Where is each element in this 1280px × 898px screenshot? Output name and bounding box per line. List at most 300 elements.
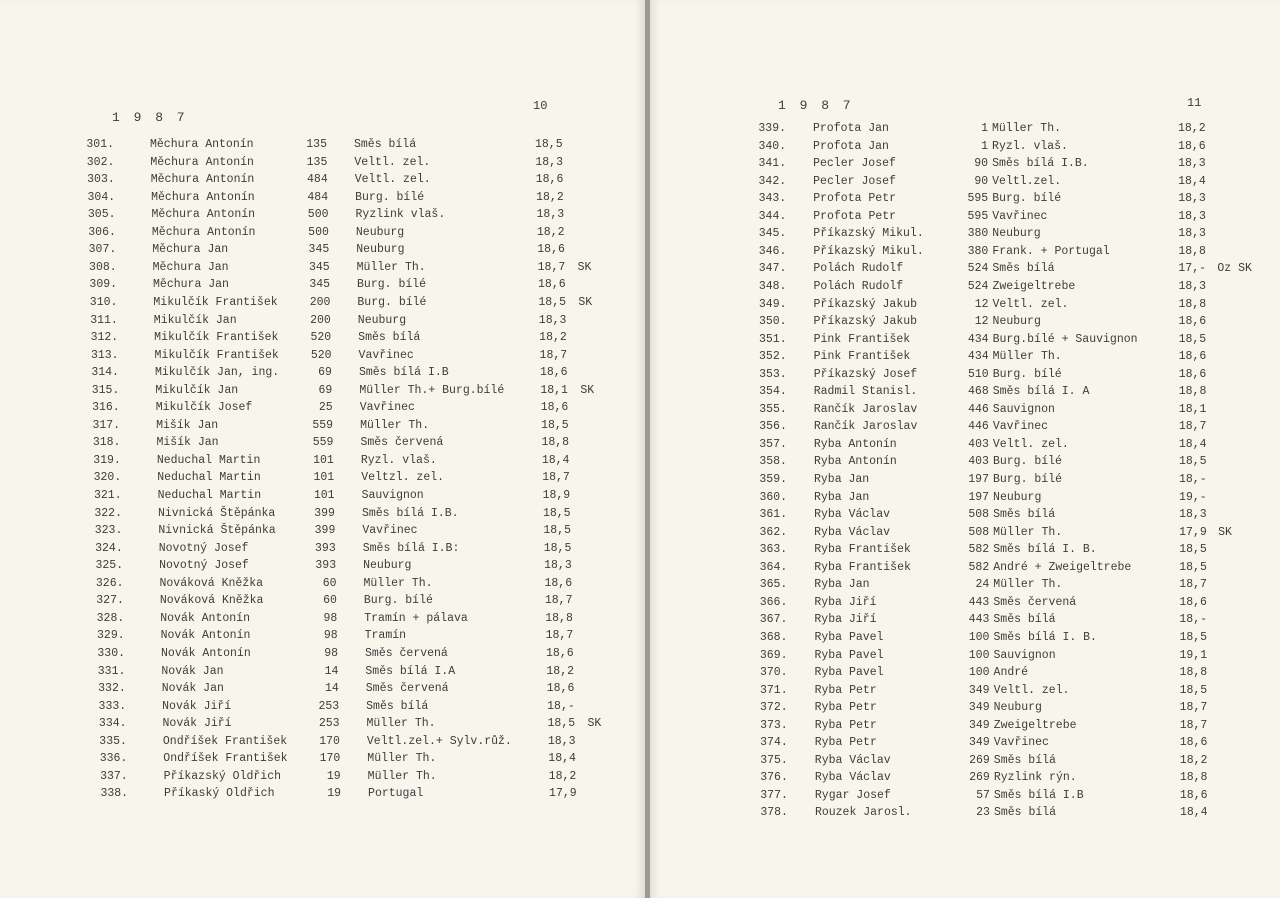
wine-variety: Směs bílá <box>358 331 421 345</box>
wine-variety: Veltl.zel.+ Sylv.růž. <box>366 734 512 748</box>
sugar-value: 18,6 <box>1178 350 1207 364</box>
quantity: 24 <box>975 578 990 592</box>
wine-variety: Vavřinec <box>992 420 1049 434</box>
sugar-value: 18,7 <box>1178 420 1207 434</box>
quantity: 434 <box>967 332 989 346</box>
grower-name: Mišík Jan <box>156 436 219 450</box>
sugar-value: 19,- <box>1179 490 1207 504</box>
quantity: 510 <box>967 367 989 381</box>
grower-name: Rančík Jaroslav <box>813 402 918 416</box>
wine-variety: Směs bílá I.B <box>358 366 449 380</box>
quantity: 14 <box>324 664 339 678</box>
sugar-value: 18,6 <box>1178 367 1207 381</box>
entry-number: 362. <box>759 525 788 539</box>
grower-name: Novák Jiří <box>162 717 232 731</box>
sugar-value: 18,7 <box>1179 718 1208 732</box>
wine-variety: André <box>993 666 1029 680</box>
wine-variety: Zweigeltrebe <box>992 279 1076 293</box>
grower-name: Měchura Antonín <box>151 225 256 239</box>
quantity: 101 <box>313 471 335 485</box>
entry-number: 315. <box>91 383 120 397</box>
grower-name: Polách Rudolf <box>813 279 904 293</box>
grower-name: Polách Rudolf <box>813 262 904 276</box>
wine-variety: Směs bílá <box>993 806 1057 820</box>
wine-variety: Müller Th. <box>992 122 1062 135</box>
sugar-value: 18,5 <box>1179 630 1208 644</box>
quantity: 69 <box>318 366 332 380</box>
quantity: 12 <box>974 315 989 329</box>
grower-name: Neduchal Martin <box>157 471 261 485</box>
sugar-value: 18,2 <box>536 225 565 239</box>
sugar-value: 18,2 <box>539 331 567 345</box>
wine-variety: Směs bílá I.B: <box>362 541 460 555</box>
sugar-value: 18,4 <box>1178 174 1206 188</box>
entry-number: 318. <box>92 436 121 450</box>
quantity: 69 <box>318 383 333 397</box>
left-year-header: 1 9 8 7 <box>112 110 188 125</box>
wine-variety: Neuburg <box>355 225 405 239</box>
grower-name: Profota Jan <box>813 139 889 153</box>
sugar-value: 18,6 <box>546 682 575 696</box>
wine-variety: Neuburg <box>363 559 412 573</box>
sugar-value: 18,6 <box>535 173 564 187</box>
sugar-value: 18,3 <box>1179 508 1207 522</box>
entry-number: 371. <box>759 683 788 697</box>
entry-number: 360. <box>759 490 788 504</box>
quantity: 345 <box>308 260 330 274</box>
sugar-value: 18,4 <box>1179 806 1208 820</box>
entry-number: 311. <box>90 313 118 327</box>
wine-variety: Müller Th. <box>363 576 433 590</box>
grower-name: Mikulčík Jan <box>153 313 237 327</box>
sugar-value: 18,5 <box>542 506 571 520</box>
quantity: 100 <box>968 630 990 644</box>
quantity: 349 <box>968 718 990 732</box>
sugar-value: 18,8 <box>545 611 573 625</box>
wine-variety: Veltl. zel. <box>993 683 1070 697</box>
quantity: 349 <box>968 683 990 697</box>
grower-name: Pecler Josef <box>813 157 896 171</box>
grower-name: Příkazský Josef <box>813 367 918 381</box>
sugar-value: 18,5 <box>543 541 572 555</box>
entry-number: 333. <box>98 699 127 713</box>
wine-variety: Směs bílá I. B. <box>993 630 1097 644</box>
sugar-value: 18,2 <box>548 769 577 783</box>
entry-number: 377. <box>760 788 788 802</box>
right-year-header: 1 9 8 7 <box>778 98 854 113</box>
sugar-value: 18,5 <box>538 295 567 309</box>
sugar-value: 18,3 <box>1178 209 1206 223</box>
sugar-value: 18,6 <box>537 243 565 257</box>
quantity: 595 <box>967 209 989 223</box>
grower-name: Příkazský Mikul. <box>813 244 924 258</box>
wine-variety: Ryzl. vlaš. <box>360 453 437 467</box>
entry-number: 304. <box>87 190 116 204</box>
quantity: 446 <box>968 402 989 416</box>
entry-number: 374. <box>760 736 788 750</box>
quantity: 345 <box>308 243 330 257</box>
sugar-value: 18,4 <box>1178 437 1207 451</box>
sugar-value: 18,8 <box>1179 771 1208 785</box>
sugar-value: 18,6 <box>1179 595 1207 609</box>
sugar-value: 17,9 <box>1179 525 1207 539</box>
wine-variety: Müller Th. <box>367 752 437 766</box>
entry-number: 350. <box>758 315 787 329</box>
entry-number: 302. <box>86 155 115 169</box>
grower-name: Nováková Kněžka <box>159 576 264 590</box>
grower-name: Měchura Antonín <box>151 190 255 204</box>
grower-name: Ryba Jan <box>814 490 870 504</box>
grower-name: Pink František <box>813 350 911 364</box>
wine-variety: Směs bílá I.B <box>993 788 1084 802</box>
wine-variety: Veltl. zel. <box>992 297 1069 311</box>
quantity: 23 <box>976 806 990 820</box>
sugar-value: 18,8 <box>1178 385 1207 399</box>
sugar-value: 18,6 <box>1179 736 1208 750</box>
wine-variety: Müller Th. <box>360 418 430 432</box>
quantity: 595 <box>967 192 989 206</box>
entry-number: 330. <box>97 646 126 660</box>
quantity: 443 <box>968 613 990 627</box>
wine-variety: Vavřinec <box>359 401 415 415</box>
wine-variety: Veltzl. zel. <box>361 471 445 485</box>
grower-name: Měchura Antonín <box>151 208 256 222</box>
quantity: 19 <box>327 787 342 801</box>
wine-variety: Neuburg <box>993 701 1042 715</box>
entry-number: 358. <box>759 455 787 469</box>
grower-name: Mikulčík Jan, ing. <box>154 366 280 380</box>
wine-variety: Müller Th. <box>993 525 1063 539</box>
quantity: 170 <box>319 734 340 748</box>
quantity: 101 <box>313 489 335 502</box>
quantity: 1 <box>981 122 988 135</box>
grower-name: Ryba Jiří <box>814 595 877 609</box>
sugar-value: 18,3 <box>535 155 563 169</box>
grower-name: Měchura Jan <box>152 243 229 257</box>
wine-variety: Směs červená <box>365 646 448 660</box>
entry-number: 329. <box>97 629 125 643</box>
quantity: 380 <box>967 227 989 241</box>
sugar-value: 18,2 <box>1178 122 1206 135</box>
entry-number: 378. <box>760 806 788 820</box>
wine-variety: Sauvignon <box>993 648 1056 662</box>
quantity: 200 <box>310 313 331 327</box>
entry-number: 370. <box>759 666 788 680</box>
entry-number: 305. <box>87 208 116 222</box>
wine-variety: Burg. bílé <box>363 594 433 608</box>
quantity: 508 <box>968 525 990 539</box>
entry-number: 369. <box>759 648 788 662</box>
sugar-value: 17,9 <box>549 787 577 801</box>
quantity: 559 <box>312 436 334 450</box>
entry-number: 343. <box>758 192 787 206</box>
entry-number: 366. <box>759 595 788 609</box>
wine-variety: Směs bílá <box>993 508 1056 522</box>
wine-variety: Sauvignon <box>992 402 1055 416</box>
entry-number: 345. <box>758 227 787 241</box>
grower-name: Měchura Antonín <box>150 138 254 151</box>
sugar-value: 18,6 <box>546 646 574 660</box>
entry-number: 328. <box>96 611 125 625</box>
quantity: 98 <box>323 629 338 643</box>
grower-name: Novák Jan <box>161 664 224 678</box>
sugar-value: 18,5 <box>1178 455 1207 469</box>
quantity: 403 <box>968 455 989 469</box>
wine-variety: Směs bílá <box>992 262 1055 276</box>
wine-variety: Směs červená <box>365 682 449 696</box>
sugar-value: 18,6 <box>1178 315 1207 329</box>
sugar-value: 18,7 <box>537 260 566 274</box>
wine-variety: Burg. bílé <box>992 192 1062 206</box>
wine-variety: Veltl.zel. <box>992 174 1062 188</box>
wine-variety: Vavřinec <box>358 348 414 362</box>
sugar-value: 18,5 <box>1179 560 1207 574</box>
entry-number: 373. <box>760 718 788 732</box>
quantity: 12 <box>974 297 989 311</box>
sugar-value: 18,6 <box>540 401 569 415</box>
entry-number: 320. <box>93 471 122 485</box>
grower-name: Neduchal Martin <box>156 453 261 467</box>
grower-name: Nivnická Štěpánka <box>157 506 276 520</box>
wine-variety: Směs bílá I.A <box>365 664 456 678</box>
wine-variety: Tramín + pálava <box>364 611 468 625</box>
sugar-value: 18,7 <box>539 348 568 362</box>
entry-number: 338. <box>100 787 129 801</box>
wine-variety: Burg. bílé <box>993 473 1063 486</box>
sugar-value: 18,3 <box>538 313 567 327</box>
sugar-value: 18,4 <box>548 752 576 766</box>
quantity: 349 <box>968 701 990 715</box>
wine-variety: Směs bílá I.B. <box>361 506 459 520</box>
sugar-value: 18,3 <box>536 208 565 222</box>
entry-number: 359. <box>759 473 787 486</box>
sugar-value: 18,8 <box>1179 666 1208 680</box>
entry-number: 309. <box>89 278 118 292</box>
entry-number: 363. <box>759 543 788 557</box>
grower-name: Novotný Josef <box>159 559 249 573</box>
wine-variety: Müller Th. <box>356 260 426 274</box>
wine-variety: Burg. bílé <box>357 295 427 309</box>
quantity: 269 <box>969 771 990 785</box>
grower-name: Mišík Jan <box>156 418 219 432</box>
entry-number: 340. <box>758 139 787 153</box>
wine-variety: Müller Th. <box>366 717 436 731</box>
quantity: 1 <box>981 139 989 153</box>
grower-name: Ryba Václav <box>814 753 891 767</box>
quantity: 90 <box>974 174 989 188</box>
wine-variety: Neuburg <box>993 490 1042 504</box>
entry-number: 322. <box>94 506 122 520</box>
grower-name: Mikulčík Josef <box>155 401 253 415</box>
sugar-value: 18,7 <box>1179 701 1208 715</box>
entry-number: 347. <box>758 262 787 276</box>
quantity: 582 <box>968 560 990 574</box>
grower-name: Novák Antonín <box>160 611 250 625</box>
entry-number: 357. <box>759 437 787 451</box>
wine-variety: Burg.bílé + Sauvignon <box>992 332 1138 346</box>
entry-number: 361. <box>759 508 788 522</box>
quantity: 582 <box>968 543 990 557</box>
grower-name: Ryba Jiří <box>814 613 877 627</box>
entry-number: 352. <box>759 350 787 364</box>
grower-name: Nivnická Štěpánka <box>158 524 276 538</box>
entry-number: 313. <box>90 348 119 362</box>
wine-variety: Frank. + Portugal <box>992 244 1110 258</box>
entry-number: 331. <box>97 664 126 678</box>
grower-name: Ryba Petr <box>814 718 877 732</box>
grower-name: Novák Antonín <box>160 629 251 643</box>
grower-name: Mikulčík František <box>153 295 278 309</box>
quantity: 253 <box>318 699 340 713</box>
entry-number: 310. <box>89 295 118 309</box>
grower-name: Profota Petr <box>813 192 897 206</box>
entry-number: 341. <box>758 157 787 171</box>
quantity: 19 <box>326 769 341 783</box>
left-page-number: 10 <box>533 99 548 113</box>
wine-variety: Směs červená <box>360 436 444 450</box>
sugar-value: 18,3 <box>1178 279 1207 293</box>
quantity: 468 <box>968 385 989 399</box>
wine-variety: Burg. bílé <box>992 455 1062 469</box>
entry-number: 335. <box>99 734 127 748</box>
grower-name: Měchura Jan <box>153 278 229 292</box>
sugar-value: 18,3 <box>547 734 576 748</box>
quantity: 100 <box>968 648 990 662</box>
sugar-value: 18,6 <box>1178 139 1206 153</box>
sugar-value: 18,1 <box>1178 402 1207 416</box>
quantity: 500 <box>307 208 329 222</box>
grower-name: Mikulčík František <box>154 331 279 345</box>
entry-number: 323. <box>94 524 123 538</box>
quantity: 197 <box>968 490 990 504</box>
entry-number: 321. <box>93 489 122 502</box>
grower-name: Příkazský Mikul. <box>813 227 924 241</box>
sugar-value: 18,5 <box>535 138 563 151</box>
sugar-value: 17,- <box>1178 262 1206 276</box>
grower-name: Novotný Josef <box>158 541 249 555</box>
sugar-value: 18,7 <box>544 594 573 608</box>
grower-name: Příkazský Jakub <box>813 315 918 329</box>
entry-number: 351. <box>758 332 787 346</box>
sugar-value: 18,5 <box>1178 332 1207 346</box>
sugar-value: 18,5 <box>1179 683 1208 697</box>
grower-name: Ryba Antonín <box>813 455 897 469</box>
grower-name: Ryba Václav <box>814 771 891 785</box>
wine-variety: Müller Th. <box>993 578 1063 592</box>
entry-number: 368. <box>759 630 788 644</box>
entry-number: 337. <box>100 769 128 783</box>
sugar-value: 18,- <box>1179 473 1207 486</box>
entry-number: 327. <box>96 594 124 608</box>
entry-number: 307. <box>88 243 117 257</box>
quantity: 90 <box>974 157 989 171</box>
grower-name: Pink František <box>813 332 911 346</box>
wine-variety: Veltl. zel. <box>992 437 1069 451</box>
entry-number: 306. <box>88 225 116 239</box>
quantity: 399 <box>314 506 335 520</box>
entry-note: SK <box>587 717 602 731</box>
wine-variety: Burg. bílé <box>355 190 425 204</box>
grower-name: Ryba Petr <box>814 736 877 750</box>
entry-number: 375. <box>760 753 788 767</box>
entry-note: SK <box>578 295 593 309</box>
wine-variety: Neuburg <box>992 315 1041 329</box>
grower-name: Ryba Jan <box>814 578 870 592</box>
entry-number: 342. <box>758 174 787 188</box>
quantity: 524 <box>967 279 989 293</box>
grower-name: Ryba Pavel <box>814 630 884 644</box>
entry-number: 334. <box>98 717 127 731</box>
quantity: 520 <box>310 348 332 362</box>
grower-name: Ryba Petr <box>814 701 877 715</box>
grower-name: Ryba Pavel <box>814 648 884 662</box>
entry-note: SK <box>577 260 592 274</box>
quantity: 101 <box>313 453 334 467</box>
sugar-value: 18,7 <box>545 629 574 643</box>
grower-name: Pecler Josef <box>813 174 896 188</box>
grower-name: Novák Antonín <box>161 646 251 660</box>
wine-variety: Směs červená <box>993 595 1077 609</box>
entry-number: 324. <box>95 541 123 555</box>
wine-variety: Zweigeltrebe <box>993 718 1077 732</box>
quantity: 100 <box>968 666 990 680</box>
quantity: 403 <box>968 437 989 451</box>
quantity: 98 <box>323 611 338 625</box>
sugar-value: 18,3 <box>544 559 572 573</box>
quantity: 446 <box>968 420 989 434</box>
quantity: 345 <box>309 278 331 292</box>
entry-number: 367. <box>759 613 788 627</box>
wine-variety: André + Zweigeltrebe <box>993 560 1132 574</box>
sugar-value: 18,4 <box>541 453 570 467</box>
entry-number: 308. <box>89 260 117 274</box>
sugar-value: 18,5 <box>541 418 569 432</box>
entry-number: 346. <box>758 244 787 258</box>
grower-name: Měchura Jan <box>152 260 229 274</box>
wine-variety: Směs bílá I. A <box>992 385 1090 399</box>
entry-number: 376. <box>760 771 788 785</box>
entry-note: SK <box>580 383 595 397</box>
wine-variety: Směs bílá <box>993 613 1056 627</box>
sugar-value: 18,5 <box>1179 543 1207 557</box>
sugar-value: 18,3 <box>1178 227 1206 241</box>
grower-name: Profota Jan <box>813 122 889 135</box>
wine-variety: Burg. bílé <box>357 278 427 292</box>
grower-name: Ondříšek František <box>162 734 288 748</box>
entry-number: 326. <box>95 576 124 590</box>
wine-variety: Vavřinec <box>993 736 1049 750</box>
grower-name: Ryba Petr <box>814 683 877 697</box>
quantity: 170 <box>319 752 341 766</box>
sugar-value: 18,2 <box>1179 753 1208 767</box>
grower-name: Ryba Václav <box>814 508 891 522</box>
sugar-value: 18,8 <box>1178 244 1206 258</box>
grower-name: Neduchal Martin <box>157 489 262 502</box>
sugar-value: 18,6 <box>539 366 568 380</box>
sugar-value: 19,1 <box>1179 648 1208 662</box>
entry-number: 364. <box>759 560 788 574</box>
grower-name: Mikulčík Jan <box>155 383 239 397</box>
sugar-value: 18,1 <box>540 383 568 397</box>
entry-number: 349. <box>758 297 787 311</box>
quantity: 520 <box>310 331 332 345</box>
entry-number: 319. <box>93 453 121 467</box>
entry-note: SK <box>1218 525 1232 539</box>
entry-number: 365. <box>759 578 788 592</box>
quantity: 60 <box>322 576 337 590</box>
entry-number: 316. <box>92 401 120 415</box>
quantity: 399 <box>314 524 336 538</box>
